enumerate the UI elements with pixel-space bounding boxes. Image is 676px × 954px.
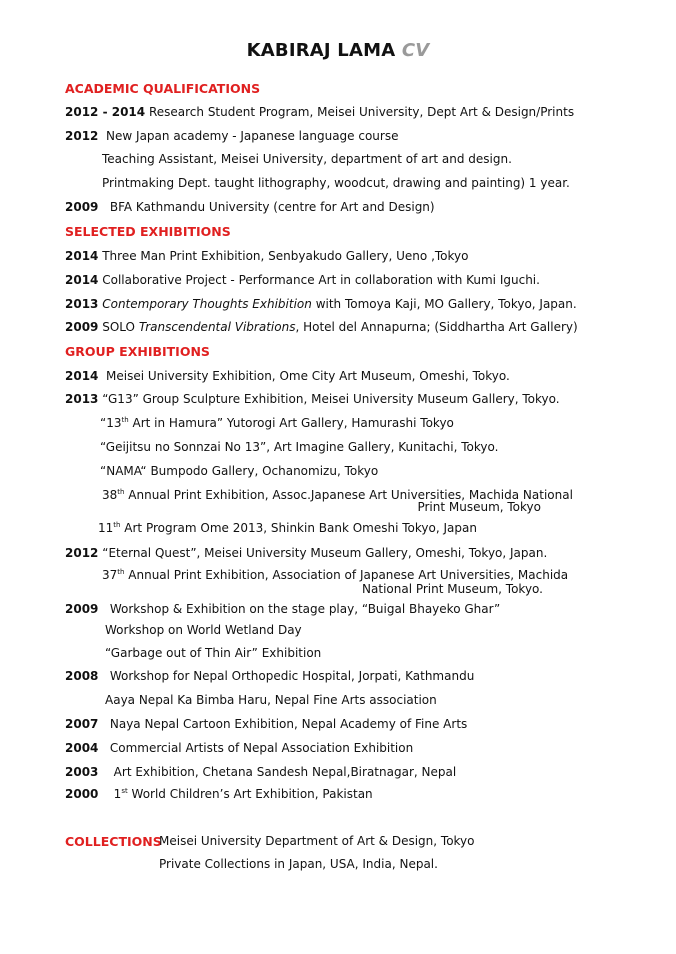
group-line-4: “Geijitsu no Sonnzai No 13”, Art Imagine Gallery, Kunitachi, Tokyo. <box>100 440 499 454</box>
page-title <box>0 40 676 61</box>
selected-line-2: 2014 Collaborative Project - Performance Art in collaboration with Kumi Iguchi. <box>65 273 540 287</box>
group-line-1: 2014 Meisei University Exhibition, Ome City Art Museum, Omeshi, Tokyo. <box>65 369 510 383</box>
group-line-17: 2003 Art Exhibition, Chetana Sandesh Nepal,Biratnagar, Nepal <box>65 765 457 779</box>
group-line-8: 2012 “Eternal Quest”, Meisei University Museum Gallery, Omeshi, Tokyo, Japan. <box>65 546 548 560</box>
group-line-9: 37th Annual Print Exhibition, Association of Japanese Art Universities, Machida <box>102 568 569 582</box>
name-text: KABIRAJ LAMA <box>246 40 396 61</box>
selected-heading: SELECTED EXHIBITIONS <box>65 224 231 239</box>
group-line-2: 2013 “G13” Group Sculpture Exhibition, Meisei University Museum Gallery, Tokyo. <box>65 392 560 406</box>
group-line-13: 2008 Workshop for Nepal Orthopedic Hospital, Jorpati, Kathmandu <box>65 669 475 683</box>
group-line-6-cont: Print Museum, Tokyo <box>417 500 541 514</box>
group-line-6: 38th Annual Print Exhibition, Assoc.Japanese Art Universities, Machida National <box>102 488 573 502</box>
cv-label: CV <box>401 40 430 61</box>
group-heading: GROUP EXHIBITIONS <box>65 344 210 359</box>
academic-line-1: 2012 - 2014 Research Student Program, Meisei University, Dept Art & Design/Prints <box>65 105 575 119</box>
group-line-7: 11th Art Program Ome 2013, Shinkin Bank Omeshi Tokyo, Japan <box>98 521 477 535</box>
collections-heading: COLLECTIONS <box>65 834 162 849</box>
academic-line-2: 2012 New Japan academy - Japanese language course <box>65 129 399 143</box>
group-line-12: “Garbage out of Thin Air” Exhibition <box>105 646 322 660</box>
academic-line-3: Teaching Assistant, Meisei University, department of art and design. <box>102 152 512 166</box>
selected-line-3: 2013 Contemporary Thoughts Exhibition with Tomoya Kaji, MO Gallery, Tokyo, Japan. <box>65 297 577 311</box>
selected-line-1: 2014 Three Man Print Exhibition, Senbyakudo Gallery, Ueno ,Tokyo <box>65 249 469 263</box>
group-line-14: Aaya Nepal Ka Bimba Haru, Nepal Fine Arts association <box>105 693 437 707</box>
group-line-18: 2000 1st World Children’s Art Exhibition, Pakistan <box>65 787 373 801</box>
group-line-9-cont: National Print Museum, Tokyo. <box>362 582 543 596</box>
collections-line-1: Meisei University Department of Art & Design, Tokyo <box>159 834 475 848</box>
academic-line-5: 2009 BFA Kathmandu University (centre for Art and Design) <box>65 200 435 214</box>
group-line-10: 2009 Workshop & Exhibition on the stage play, “Buigal Bhayeko Ghar” <box>65 602 501 616</box>
academic-line-4: Printmaking Dept. taught lithography, woodcut, drawing and painting) 1 year. <box>102 176 570 190</box>
group-line-5: “NAMA“ Bumpodo Gallery, Ochanomizu, Tokyo <box>100 464 379 478</box>
group-line-15: 2007 Naya Nepal Cartoon Exhibition, Nepal Academy of Fine Arts <box>65 717 468 731</box>
selected-line-4: 2009 SOLO Transcendental Vibrations, Hotel del Annapurna; (Siddhartha Art Gallery) <box>65 320 578 334</box>
academic-heading: ACADEMIC QUALIFICATIONS <box>65 81 261 96</box>
collections-line-2: Private Collections in Japan, USA, India, Nepal. <box>159 857 438 871</box>
group-line-16: 2004 Commercial Artists of Nepal Association Exhibition <box>65 741 414 755</box>
group-line-11: Workshop on World Wetland Day <box>105 623 302 637</box>
group-line-3: “13th Art in Hamura” Yutorogi Art Gallery, Hamurashi Tokyo <box>100 416 454 430</box>
